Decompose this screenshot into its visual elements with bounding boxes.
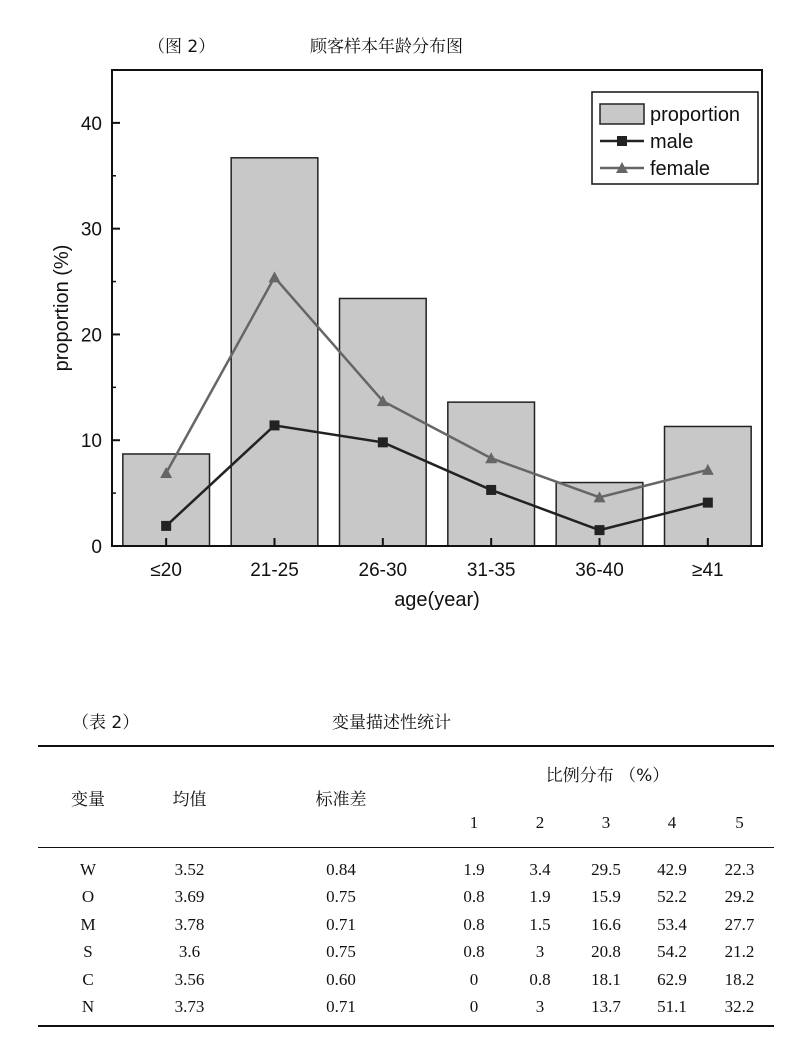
cell-dist-1: 0.8 <box>463 914 485 934</box>
y-tick-label: 0 <box>91 537 102 558</box>
cell-variable: N <box>38 994 138 1027</box>
x-tick-label: ≥41 <box>692 560 724 581</box>
cell-dist-2: 3.4 <box>529 859 551 879</box>
cell-variable: S <box>83 942 93 962</box>
bars-layer <box>123 158 751 546</box>
cell-dist-5: 22.3 <box>724 859 755 879</box>
legend-label-male: male <box>650 131 694 153</box>
cell-sd: 0.84 <box>326 859 356 879</box>
bar-≥41 <box>665 426 752 546</box>
x-tick-label: 36-40 <box>575 560 624 581</box>
header-level: 2 <box>507 799 573 848</box>
cell-sd: 0.75 <box>326 887 356 907</box>
cell-dist-2: 3 <box>535 942 545 962</box>
header-sd: 标准差 <box>241 746 441 848</box>
table-row <box>38 966 774 994</box>
cell-dist-5: 18.2 <box>724 969 755 989</box>
male-point <box>378 437 388 447</box>
cell-mean: 3.56 <box>174 969 205 989</box>
cell-dist-4: 53.4 <box>657 914 687 934</box>
table-row <box>38 939 774 967</box>
cell-dist-1: 0 <box>441 994 507 1027</box>
header-mean: 均值 <box>138 746 241 848</box>
cell-dist-5: 32.2 <box>705 994 774 1027</box>
cell-dist-2: 1.5 <box>529 914 551 934</box>
legend-label-female: female <box>650 158 711 180</box>
x-tick-label: 21-25 <box>250 560 299 581</box>
descriptive-stats-table <box>38 745 774 1027</box>
cell-mean: 3.52 <box>174 859 205 879</box>
cell-dist-3: 18.1 <box>591 969 621 989</box>
cell-dist-1: 0 <box>469 969 479 989</box>
age-distribution-chart <box>0 50 800 620</box>
cell-dist-3: 15.9 <box>591 887 621 907</box>
male-point <box>703 498 713 508</box>
male-point <box>595 525 605 535</box>
cell-mean: 3.73 <box>138 994 241 1027</box>
cell-dist-2: 1.9 <box>529 887 551 907</box>
cell-dist-4: 52.2 <box>657 887 687 907</box>
y-tick-label: 10 <box>80 431 102 453</box>
cell-dist-4: 51.1 <box>639 994 705 1027</box>
bar-31-35 <box>448 402 535 546</box>
header-distribution: 比例分布 （%） <box>545 765 670 786</box>
cell-sd: 0.75 <box>326 942 356 962</box>
cell-dist-5: 21.2 <box>724 942 755 962</box>
male-point <box>486 485 496 495</box>
y-axis-label: proportion (%) <box>51 244 73 372</box>
cell-dist-4: 54.2 <box>657 942 687 962</box>
cell-dist-5: 27.7 <box>724 914 755 934</box>
cell-dist-4: 62.9 <box>657 969 687 989</box>
figure-title: 顾客样本年龄分布图 <box>310 37 463 57</box>
cell-variable: W <box>79 859 97 879</box>
cell-dist-3: 16.6 <box>591 914 621 934</box>
table-row <box>38 884 774 912</box>
cell-dist-1: 0.8 <box>463 887 485 907</box>
bar-26-30 <box>340 298 427 546</box>
male-point <box>270 420 280 430</box>
header-level: 4 <box>639 799 705 848</box>
y-tick-label: 20 <box>80 325 102 347</box>
cell-dist-2: 0.8 <box>529 969 551 989</box>
cell-sd: 0.71 <box>241 994 441 1027</box>
x-tick-label: 31-35 <box>466 560 516 581</box>
cell-mean: 3.6 <box>178 942 201 962</box>
cell-dist-3: 20.8 <box>591 942 621 962</box>
table-number-label: （表 2） <box>72 713 140 733</box>
male-point <box>161 521 171 531</box>
y-tick-label: 30 <box>80 219 102 241</box>
legend-swatch-proportion <box>600 104 644 124</box>
cell-dist-1: 0.8 <box>463 942 485 962</box>
cell-dist-5: 29.2 <box>724 887 755 907</box>
y-tick-label: 40 <box>80 113 102 135</box>
legend-label-proportion: proportion <box>650 104 741 126</box>
bar-21-25 <box>231 158 318 546</box>
table-title: 变量描述性统计 <box>332 713 451 733</box>
cell-dist-3: 13.7 <box>573 994 639 1027</box>
cell-sd: 0.60 <box>326 969 356 989</box>
cell-variable: C <box>82 969 94 989</box>
header-level: 3 <box>573 799 639 848</box>
cell-dist-3: 29.5 <box>591 859 621 879</box>
table-row <box>38 994 774 1027</box>
legend-marker-male <box>617 136 627 146</box>
cell-sd: 0.71 <box>326 914 356 934</box>
cell-dist-4: 42.9 <box>657 859 687 879</box>
cell-mean: 3.78 <box>174 914 205 934</box>
table-row <box>38 911 774 939</box>
header-variable: 变量 <box>38 746 138 848</box>
header-level: 1 <box>441 799 507 848</box>
cell-mean: 3.69 <box>174 887 205 907</box>
cell-dist-2: 3 <box>507 994 573 1027</box>
header-level: 5 <box>705 799 774 848</box>
table-row <box>38 848 774 884</box>
x-axis-label: age(year) <box>394 589 480 611</box>
x-tick-label: 26-30 <box>358 560 408 581</box>
x-tick-label: ≤20 <box>150 560 182 581</box>
cell-variable: M <box>80 914 96 934</box>
legend <box>592 92 758 184</box>
cell-variable: O <box>81 887 95 907</box>
cell-dist-1: 1.9 <box>463 859 485 879</box>
figure-number-label: （图 2） <box>148 37 216 57</box>
